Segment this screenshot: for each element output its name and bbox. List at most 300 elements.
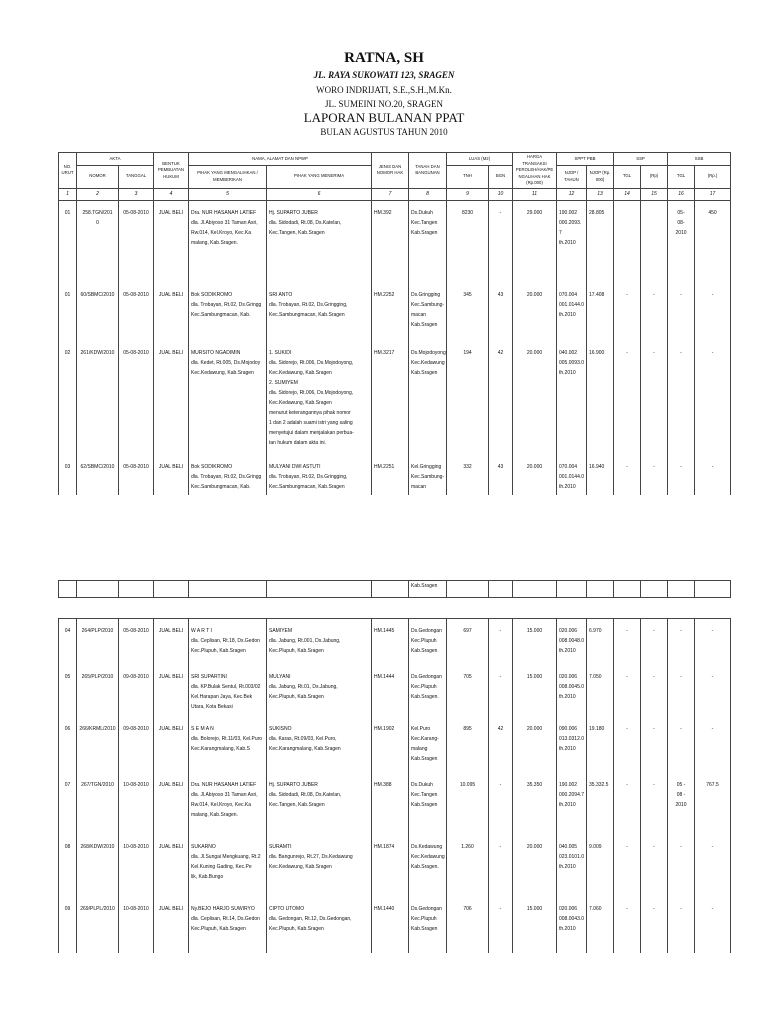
njop-value: 35.332.5: [587, 779, 614, 835]
lokasi-line: Kab.Sragen.: [411, 694, 439, 700]
ssb-tgl: [668, 841, 695, 897]
akta-tanggal: 10-08-2010: [119, 779, 154, 835]
pihak-mengalihkan: [189, 779, 267, 835]
lokasi: [409, 347, 447, 455]
sppt-nop-line: th.2010: [559, 239, 576, 246]
lokasi-line: Kab.Sragen: [411, 926, 438, 932]
ssp-rp: -: [641, 347, 668, 455]
ssp-rp: -: [641, 723, 668, 773]
sppt-nop-line: th.2010: [559, 802, 576, 808]
pihak-menerima-line: dla. Sidorejo, Rt.006, Ds.Mojodoyong,: [269, 389, 354, 396]
table-row: [59, 671, 731, 717]
akta-tanggal: 05-08-2010: [119, 207, 154, 283]
ssp-rp: -: [641, 625, 668, 665]
ssp-tgl: -: [614, 671, 641, 717]
ssb-rp: -: [695, 671, 731, 717]
pihak-menerima-line: dla. Karas, Rt.09/03, Kel.Puro,: [269, 736, 337, 742]
pihak-menerima-line: dla. Jabung, Rt.001, Ds.Jabung,: [269, 638, 341, 644]
row-number: 09: [59, 903, 77, 953]
sppt-nop-line: th.2010: [559, 864, 576, 870]
bentuk-hukum: JUAL BELI: [154, 841, 189, 897]
pihak-menerima-line: MULYANI: [269, 674, 291, 680]
column-number: 14: [614, 188, 641, 200]
col-njop: NJOP (Rp. 000): [587, 165, 614, 188]
lokasi-line: macan: [411, 311, 427, 318]
jenis-hak: HM.1440: [372, 903, 409, 953]
ssp-rp: -: [641, 779, 668, 835]
pihak-mengalihkan-line: MURSITO NGADIMIN: [191, 349, 241, 356]
akta-tanggal: 05-08-2010: [119, 625, 154, 665]
akta-nomor: [77, 289, 119, 341]
column-number: 3: [119, 188, 154, 200]
column-number: 9: [447, 188, 489, 200]
jenis-hak: HM.392: [372, 207, 409, 283]
pihak-menerima-line: dla. Sidodadi, Rt.08, Ds.Katelan,: [269, 219, 342, 226]
sppt-nop: [557, 207, 587, 283]
pihak-menerima-line: 2. SUMIYEM: [269, 379, 298, 386]
pihak-mengalihkan: [189, 347, 267, 455]
pihak-menerima-line: SRI ANTO: [269, 291, 293, 298]
pihak-mengalihkan-line: SRI SUPARTINI: [191, 674, 227, 680]
sppt-nop-line: 190.002: [559, 209, 578, 216]
ssb-rp: 767.5: [695, 779, 731, 835]
lokasi-line: Kec.Tangen: [411, 219, 438, 226]
lokasi-line: Kab.Sragen: [411, 229, 438, 236]
table-row: [59, 723, 731, 773]
column-number: 12: [557, 188, 587, 200]
pihak-mengalihkan-line: Kel.Harapan Jaya, Kec.Bek: [191, 694, 253, 700]
pihak-menerima-line: dla. Jabung, Rt.01, Ds.Jabung,: [269, 684, 338, 690]
ssb-tgl-line: 08 -: [676, 792, 686, 798]
luas-tanah: 706: [447, 903, 489, 953]
lokasi-line: Kec.Plupuh: [411, 638, 437, 644]
pihak-mengalihkan-line: dla. Jl.Abiyoso 31 Taman Asri,: [191, 219, 258, 226]
sppt-nop-line: th.2010: [559, 483, 576, 490]
harga-transaksi: 15.000: [513, 903, 557, 953]
luas-tanah: 705: [447, 671, 489, 717]
col-nomor: NOMOR: [77, 165, 119, 188]
pihak-mengalihkan-line: dla. Bolorejo, Rt.11/03, Kel.Puro: [191, 736, 263, 742]
sppt-nop-line: 008.0048.0: [559, 638, 585, 644]
column-number: 4: [154, 188, 189, 200]
lokasi-line: Ds.Mojodoyong: [411, 349, 446, 356]
pihak-menerima: [267, 625, 372, 665]
luas-tanah: 1.260: [447, 841, 489, 897]
col-pihak-menerima: PIHAK YANG MENERIMA: [267, 165, 372, 188]
table-body-part2: [59, 619, 731, 954]
pihak-menerima: [267, 207, 372, 283]
table-row: [59, 841, 731, 897]
lokasi-line: Ds.Dukuh: [411, 782, 433, 788]
lokasi-line: Ds.Gringging: [411, 291, 441, 298]
ssb-rp: -: [695, 625, 731, 665]
bentuk-hukum: JUAL BELI: [154, 671, 189, 717]
pihak-menerima-line: Hj. SUPARTO JUBER: [269, 209, 318, 216]
table-row: [59, 779, 731, 835]
ssb-tgl-line: -: [680, 628, 682, 634]
pihak-mengalihkan-line: malang, Kab.Sragen.: [191, 239, 238, 246]
sppt-nop: [557, 671, 587, 717]
ssp-tgl: -: [614, 779, 641, 835]
pihak-menerima-line: CIPTO UTOMO: [269, 906, 305, 912]
pihak-mengalihkan-line: Dra. NUR HASANAH LATIEF: [191, 782, 257, 788]
col-tanah-bangunan: TANAH DAN BANGUNAN: [409, 153, 447, 189]
column-number: 5: [189, 188, 267, 200]
luas-bangunan: 42: [489, 347, 513, 455]
akta-nomor-line: 261/KDW/2010: [80, 349, 115, 356]
ssb-tgl: [668, 779, 695, 835]
jenis-hak: HM.388: [372, 779, 409, 835]
akta-nomor: [77, 723, 119, 773]
jenis-hak: HM.1444: [372, 671, 409, 717]
harga-transaksi: 20.000: [513, 841, 557, 897]
pihak-menerima-line: Kec.Karangmalang, Kab.Sragen: [269, 746, 341, 752]
ssp-tgl: -: [614, 723, 641, 773]
row-number: 04: [59, 625, 77, 665]
luas-bangunan: 42: [489, 723, 513, 773]
col-tnh: TNH: [447, 165, 489, 188]
ssp-tgl: -: [614, 625, 641, 665]
ssb-tgl-line: -: [680, 726, 682, 732]
lokasi-line: macan: [411, 483, 427, 490]
akta-nomor: [77, 779, 119, 835]
ssp-rp: [641, 207, 668, 283]
pihak-mengalihkan-line: Rw.014, Kel.Kroyo, Kec.Ka: [191, 802, 252, 808]
jenis-hak: HM.2252: [372, 289, 409, 341]
bentuk-hukum: JUAL BELI: [154, 347, 189, 455]
njop-value: 28.805: [587, 207, 614, 283]
pihak-mengalihkan-line: Kec.Kedawung, Kab.Sragen: [191, 369, 254, 376]
pihak-menerima-line: Kec.Sambungmacan, Kab.Sragen: [269, 483, 345, 490]
pihak-mengalihkan-line: dla. KP.Bulak Sentul, Rt.003/02: [191, 684, 261, 690]
col-akta: AKTA: [77, 153, 154, 166]
ssb-tgl-line: 05 -: [676, 782, 686, 788]
pihak-menerima: [267, 841, 372, 897]
col-tanggal: TANGGAL: [119, 165, 154, 188]
col-ssb-tgl: TGL: [668, 165, 695, 188]
column-number: 13: [587, 188, 614, 200]
col-jenis-hak: JENIS DAN NOMOR HAK: [372, 153, 409, 189]
akta-nomor: [77, 347, 119, 455]
pihak-menerima-line: dla. Trobayan, Rt.02, Ds.Gringging,: [269, 301, 348, 308]
sppt-nop-line: 070.004: [559, 463, 578, 470]
pihak-menerima: [267, 723, 372, 773]
column-number: 2: [77, 188, 119, 200]
sppt-nop-line: 000.2093.: [559, 219, 582, 226]
akta-nomor-line: 0: [96, 219, 99, 226]
lokasi-line: Kab.Sragen: [411, 321, 438, 328]
akta-nomor-line: 258.TGN/201: [82, 209, 113, 216]
akta-tanggal: 10-08-2010: [119, 903, 154, 953]
ssp-rp: -: [641, 671, 668, 717]
column-number: 8: [409, 188, 447, 200]
akta-nomor: [77, 207, 119, 283]
col-ssb: SSB: [668, 153, 731, 166]
pihak-menerima-line: SAMIYEM: [269, 628, 293, 634]
sppt-nop-line: 000.2094.7: [559, 792, 585, 798]
ssb-tgl-line: 08-: [677, 219, 685, 226]
pihak-menerima-line: Kec.Plupuh, Kab.Sragen: [269, 926, 324, 932]
bentuk-hukum: JUAL BELI: [154, 289, 189, 341]
col-pihak-mengalihkan: PIHAK YANG MENGALIHKAN / MEMBERIKAN: [189, 165, 267, 188]
table-row: [59, 461, 731, 495]
ssb-rp: -: [695, 289, 731, 341]
luas-tanah: 697: [447, 625, 489, 665]
njop-value: 19.180: [587, 723, 614, 773]
akta-nomor-line: 268/KDW/2010: [80, 844, 115, 850]
jenis-hak: HM.2251: [372, 461, 409, 495]
pihak-menerima-line: SURAMTI: [269, 844, 292, 850]
sppt-nop-line: 008.0043.0: [559, 916, 585, 922]
lokasi-line: Kab.Sragen: [411, 756, 438, 762]
luas-bangunan: -: [489, 903, 513, 953]
luas-tanah: 332: [447, 461, 489, 495]
harga-transaksi: 15.000: [513, 625, 557, 665]
pihak-mengalihkan: [189, 671, 267, 717]
pihak-mengalihkan-line: malang, Kab.Sragen.: [191, 812, 238, 818]
pihak-menerima: [267, 671, 372, 717]
ssp-tgl: [614, 207, 641, 283]
akta-nomor-line: 267/TGN/2010: [81, 782, 114, 788]
lokasi: [409, 723, 447, 773]
ssp-rp: -: [641, 903, 668, 953]
sppt-nop: [557, 625, 587, 665]
ssp-tgl: -: [614, 289, 641, 341]
sppt-nop-line: 040.002: [559, 349, 578, 356]
column-number: 6: [267, 188, 372, 200]
pihak-menerima-line: Kec.Plupuh, Kab.Sragen: [269, 648, 324, 654]
ssb-tgl: [668, 347, 695, 455]
table-row: [59, 903, 731, 953]
pihak-mengalihkan-line: dla. Trobayan, Rt.02, Ds.Gringg: [191, 473, 262, 480]
ssb-rp: -: [695, 841, 731, 897]
ssb-tgl-line: -: [680, 463, 682, 470]
sppt-nop-line: 040.005: [559, 844, 578, 850]
col-ssp-rp: (Rp): [641, 165, 668, 188]
bentuk-hukum: JUAL BELI: [154, 461, 189, 495]
njop-value: 7.060: [587, 903, 614, 953]
pihak-mengalihkan: [189, 625, 267, 665]
col-bentuk: BENTUK PEMBUATAN HUKUM: [154, 153, 189, 189]
pihak-mengalihkan-line: SUKARNO: [191, 844, 216, 850]
ssb-rp: 450: [695, 207, 731, 283]
akta-nomor-line: 264/PLP/2010: [81, 628, 114, 634]
luas-tanah: 345: [447, 289, 489, 341]
pihak-menerima-line: Kec.Tangen, Kab.Sragen: [269, 229, 325, 236]
lokasi-line: Kec.Tangen: [411, 792, 438, 798]
notary-name: WORO INDRIJATI, S.E.,S.H.,M.Kn.: [316, 85, 452, 95]
njop-value: 7.050: [587, 671, 614, 717]
pihak-mengalihkan: [189, 461, 267, 495]
sppt-nop: [557, 723, 587, 773]
lokasi-line: Kec.Plupuh: [411, 916, 437, 922]
ssb-tgl-line: -: [680, 844, 682, 850]
ssb-rp: -: [695, 723, 731, 773]
akta-tanggal: 10-08-2010: [119, 841, 154, 897]
pihak-mengalihkan: [189, 207, 267, 283]
pihak-mengalihkan-line: dla. Ceplisan, Rt.14, Ds.Gedon: [191, 916, 260, 922]
pihak-menerima: [267, 903, 372, 953]
pihak-mengalihkan-line: Bok SODIKROMO: [191, 291, 233, 298]
ssp-tgl: -: [614, 347, 641, 455]
pihak-mengalihkan-line: lik, Kab.Bungo: [191, 874, 224, 880]
pihak-menerima: [267, 461, 372, 495]
pihak-mengalihkan-line: Kec.Sambungmacan, Kab.: [191, 483, 251, 490]
ssb-tgl-line: 2010: [675, 802, 687, 808]
pihak-menerima-line: Kec.Kedawung, Kab.Sragen: [269, 399, 332, 406]
sppt-nop: [557, 841, 587, 897]
akta-nomor: [77, 903, 119, 953]
lokasi-line: Kec.Plupuh: [411, 684, 437, 690]
sppt-nop-line: 023.0101.0: [559, 854, 585, 860]
ssb-tgl: [668, 625, 695, 665]
pihak-menerima-line: tan hukum dalam akta ini.: [269, 439, 326, 446]
pihak-menerima: [267, 289, 372, 341]
pihak-mengalihkan-line: dla. Trobayan, Rt.02, Ds.Gringg: [191, 301, 262, 308]
lokasi-line: Ds.Gedongan: [411, 628, 442, 634]
akta-nomor-line: 266/KRML/2010: [79, 726, 116, 732]
akta-nomor: [77, 461, 119, 495]
harga-transaksi: 20.000: [513, 347, 557, 455]
ssb-tgl-line: -: [680, 349, 682, 356]
luas-bangunan: 43: [489, 461, 513, 495]
column-number: 10: [489, 188, 513, 200]
lokasi-line: Kab.Sragen: [411, 648, 438, 654]
harga-transaksi: 29.000: [513, 207, 557, 283]
njop-value: 16.900: [587, 347, 614, 455]
pihak-mengalihkan-line: dla. Kedet, Rt.005, Ds.Mojodoy: [191, 359, 261, 366]
lokasi-line: Kec.Sambung-: [411, 301, 445, 308]
col-harga: HARGA TRANSAKSI PEROLEH/HAK/PE NGALIHAN HAK (Rp.000): [513, 153, 557, 189]
pihak-mengalihkan-line: dla. Ceplisan, Rt.18, Ds.Gedon: [191, 638, 260, 644]
lokasi-line: Kec.Kedawung: [411, 359, 445, 366]
col-sppt: SPPT PBB: [557, 153, 614, 166]
office-address: JL. RAYA SUKOWATI 123, SRAGEN: [313, 70, 455, 80]
jenis-hak: HM.3217: [372, 347, 409, 455]
table-row: [59, 289, 731, 341]
lokasi-line: Ds.Kedawung: [411, 844, 443, 850]
pihak-menerima-line: Kec.Tangen, Kab.Sragen: [269, 802, 325, 808]
sppt-nop-line: 190.002: [559, 782, 578, 788]
row-number: 01: [59, 289, 77, 341]
row-number: 06: [59, 723, 77, 773]
bentuk-hukum: JUAL BELI: [154, 625, 189, 665]
luas-bangunan: -: [489, 207, 513, 283]
table-row: [59, 625, 731, 665]
luas-tanah: 895: [447, 723, 489, 773]
column-number: 16: [668, 188, 695, 200]
lokasi: [409, 671, 447, 717]
lokasi-line: Kec.Sambung-: [411, 473, 445, 480]
luas-tanah: 10.095: [447, 779, 489, 835]
sppt-nop-line: 001.0144.0: [559, 473, 585, 480]
jenis-hak: HM.1445: [372, 625, 409, 665]
sppt-nop-line: th.2010: [559, 694, 576, 700]
pihak-menerima-line: dla. Bangunrejo, Rt.27, Ds.Kedawung: [269, 854, 353, 860]
akta-nomor-line: 269/PLPL/2010: [80, 906, 115, 912]
ssp-rp: -: [641, 841, 668, 897]
lokasi-line: Kec.Kedawung: [411, 854, 445, 860]
lokasi-line: Kab.Sragen: [411, 369, 438, 376]
jenis-hak: HM.1874: [372, 841, 409, 897]
pihak-mengalihkan-line: Rw.014, Kel.Kroyo, Kec.Ka: [191, 229, 252, 236]
pihak-mengalihkan: [189, 723, 267, 773]
lokasi: [409, 289, 447, 341]
ssp-rp: -: [641, 461, 668, 495]
bentuk-hukum: JUAL BELI: [154, 903, 189, 953]
lokasi-line: Ds.Gedongan: [411, 674, 442, 680]
harga-transaksi: 20.000: [513, 461, 557, 495]
pihak-menerima-line: dla. Sidorejo, Rt.006, Ds.Mojodoyong,: [269, 359, 354, 366]
luas-bangunan: -: [489, 671, 513, 717]
lokasi-line: Kab.Sragen.: [411, 864, 439, 870]
col-ssb-rp: (Rp.): [695, 165, 731, 188]
pihak-mengalihkan: [189, 903, 267, 953]
table-row: [59, 347, 731, 455]
akta-nomor: [77, 671, 119, 717]
luas-bangunan: -: [489, 779, 513, 835]
pihak-menerima-line: dla. Sidodadi, Rt.08, Ds.Katelan,: [269, 792, 342, 798]
sppt-nop-line: th.2010: [559, 369, 576, 376]
pihak-menerima-line: Kec.Kedawung, Kab.Sragen: [269, 864, 332, 870]
ssb-rp: -: [695, 461, 731, 495]
pihak-mengalihkan-line: Ny.BEJO HARJO SUWIRYO: [191, 906, 255, 912]
pihak-mengalihkan-line: Dra. NUR HASANAH LATIEF: [191, 209, 257, 216]
sppt-nop: [557, 289, 587, 341]
harga-transaksi: 20.000: [513, 723, 557, 773]
sppt-nop-line: th.2010: [559, 311, 576, 318]
ssb-tgl: [668, 671, 695, 717]
table-row: [59, 207, 731, 283]
lokasi: [409, 207, 447, 283]
ssb-tgl-line: -: [680, 906, 682, 912]
lokasi-line: Kel.Gringging: [411, 463, 442, 470]
fragment-location: Kab.Sragen: [409, 581, 447, 598]
row-number: 03: [59, 461, 77, 495]
pihak-menerima-line: 1 dan 2 adalah suami istri yang saling: [269, 419, 353, 426]
col-bgn: BGN: [489, 165, 513, 188]
sppt-nop-line: 005.0093.0: [559, 359, 585, 366]
bentuk-hukum: JUAL BELI: [154, 207, 189, 283]
akta-nomor: [77, 625, 119, 665]
harga-transaksi: 35.350: [513, 779, 557, 835]
sppt-nop-line: 008.0045.0: [559, 684, 585, 690]
ssb-tgl: [668, 461, 695, 495]
lokasi: [409, 903, 447, 953]
njop-value: 9.009: [587, 841, 614, 897]
ssb-rp: -: [695, 347, 731, 455]
column-number: 15: [641, 188, 668, 200]
pihak-menerima-line: Kec.Kedawung, Kab.Sragen: [269, 369, 332, 376]
pihak-mengalihkan-line: Bok SODIKROMO: [191, 463, 233, 470]
akta-nomor-line: 265/PLP/2010: [81, 674, 114, 680]
row-number: 07: [59, 779, 77, 835]
pihak-menerima-line: MULYANI DWI ASTUTI: [269, 463, 321, 470]
col-ssp: SSP: [614, 153, 668, 166]
ssb-tgl: [668, 903, 695, 953]
pihak-mengalihkan-line: dla. Jl.Abiyoso 31 Taman Asri,: [191, 792, 258, 798]
akta-nomor-line: 62/SBMC/2010: [80, 463, 115, 470]
ssb-tgl-line: 2010: [675, 229, 687, 236]
col-luas: LUAS (M2): [447, 153, 513, 166]
sppt-nop: [557, 903, 587, 953]
pihak-mengalihkan-line: Kec.Sambungmacan, Kab.: [191, 311, 251, 318]
ssb-rp: -: [695, 903, 731, 953]
luas-bangunan: 43: [489, 289, 513, 341]
pihak-mengalihkan: [189, 841, 267, 897]
bentuk-hukum: JUAL BELI: [154, 779, 189, 835]
ssb-tgl-line: 05-: [677, 209, 685, 216]
